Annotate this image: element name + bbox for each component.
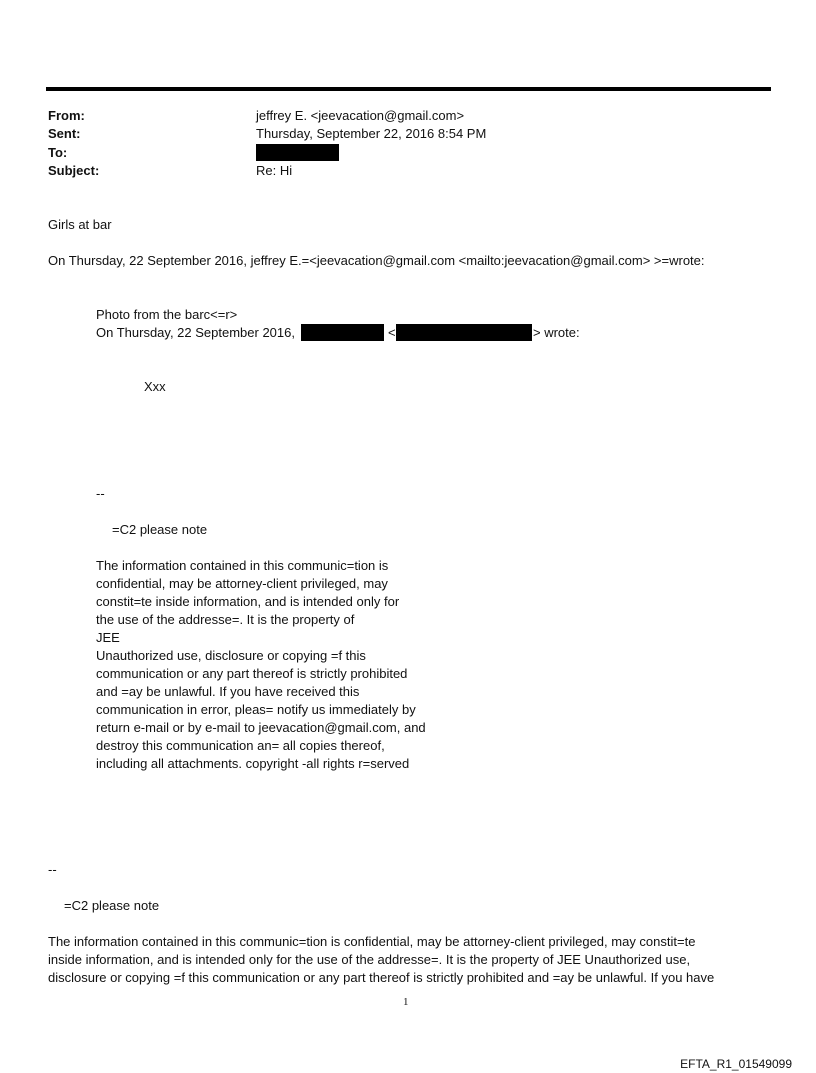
document-id: EFTA_R1_01549099 xyxy=(680,1057,792,1071)
quoted-disclaimer-line: communication in error, pleas= notify us immediately by xyxy=(96,702,416,717)
disclaimer-line: The information contained in this communic=tion is confidential, may be attorney-client privileged, may constit=te xyxy=(48,934,696,949)
signature-dashes: -- xyxy=(48,862,57,877)
to-redaction xyxy=(256,144,339,161)
to-label: To: xyxy=(48,145,68,160)
quoted-wrote: > wrote: xyxy=(533,325,580,340)
quoted-disclaimer-line: Unauthorized use, disclosure or copying =f this xyxy=(96,648,366,663)
sent-label: Sent: xyxy=(48,126,81,141)
quoted-disclaimer-line: The information contained in this communic=tion is xyxy=(96,558,389,573)
quoted-disclaimer xyxy=(96,557,426,773)
quoted-disclaimer-line: constit=te inside information, and is intended only for xyxy=(96,594,400,609)
quoted-disclaimer-line: return e-mail or by e-mail to jeevacation@gmail.com, and xyxy=(96,720,426,735)
page-number: 1 xyxy=(403,996,409,1008)
disclaimer xyxy=(48,933,714,987)
quoted-lt: < xyxy=(388,325,396,340)
disclaimer-line: disclosure or copying =f this communication or any part thereof is strictly prohibited and =ay be unlawful. If you have xyxy=(48,970,715,985)
body-line-on-thursday: On Thursday, 22 September 2016, jeffrey E.=<jeevacation@gmail.com <mailto:jeevacation@gmail.com> >=wrote: xyxy=(48,253,705,268)
quoted-disclaimer-line: including all attachments. copyright -all rights r=served xyxy=(96,756,410,771)
subject-label: Subject: xyxy=(48,163,100,178)
quoted-disclaimer-line: confidential, may be attorney-client privileged, may xyxy=(96,576,388,591)
subject-value: Re: Hi xyxy=(256,163,293,178)
quoted-disclaimer-line: JEE xyxy=(96,630,120,645)
sent-value: Thursday, September 22, 2016 8:54 PM xyxy=(256,126,487,141)
disclaimer-line: inside information, and is intended only for the use of the addresse=. It is the property of JEE Unauthorized use, xyxy=(48,952,691,967)
quoted-on-thursday-prefix: On Thursday, 22 September 2016, xyxy=(96,325,295,340)
from-value: jeffrey E. <jeevacation@gmail.com> xyxy=(256,108,465,123)
quoted-disclaimer-line: the use of the addresse=. It is the property of xyxy=(96,612,355,627)
sender-email-redaction xyxy=(396,324,532,341)
from-label: From: xyxy=(48,108,85,123)
quoted-disclaimer-line: destroy this communication an= all copies thereof, xyxy=(96,738,385,753)
quoted-signature-dashes: -- xyxy=(96,486,105,501)
body-line-girls: Girls at bar xyxy=(48,217,112,232)
quoted-please-note: =C2 please note xyxy=(112,522,208,537)
quoted-disclaimer-line: and =ay be unlawful. If you have received this xyxy=(96,684,360,699)
sender-name-redaction xyxy=(301,324,384,341)
quoted-xxx: Xxx xyxy=(144,379,166,394)
header-rule xyxy=(46,87,771,91)
quoted-disclaimer-line: communication or any part thereof is strictly prohibited xyxy=(96,666,408,681)
quoted-photo-line: Photo from the barc<=r> xyxy=(96,307,238,322)
please-note: =C2 please note xyxy=(64,898,160,913)
